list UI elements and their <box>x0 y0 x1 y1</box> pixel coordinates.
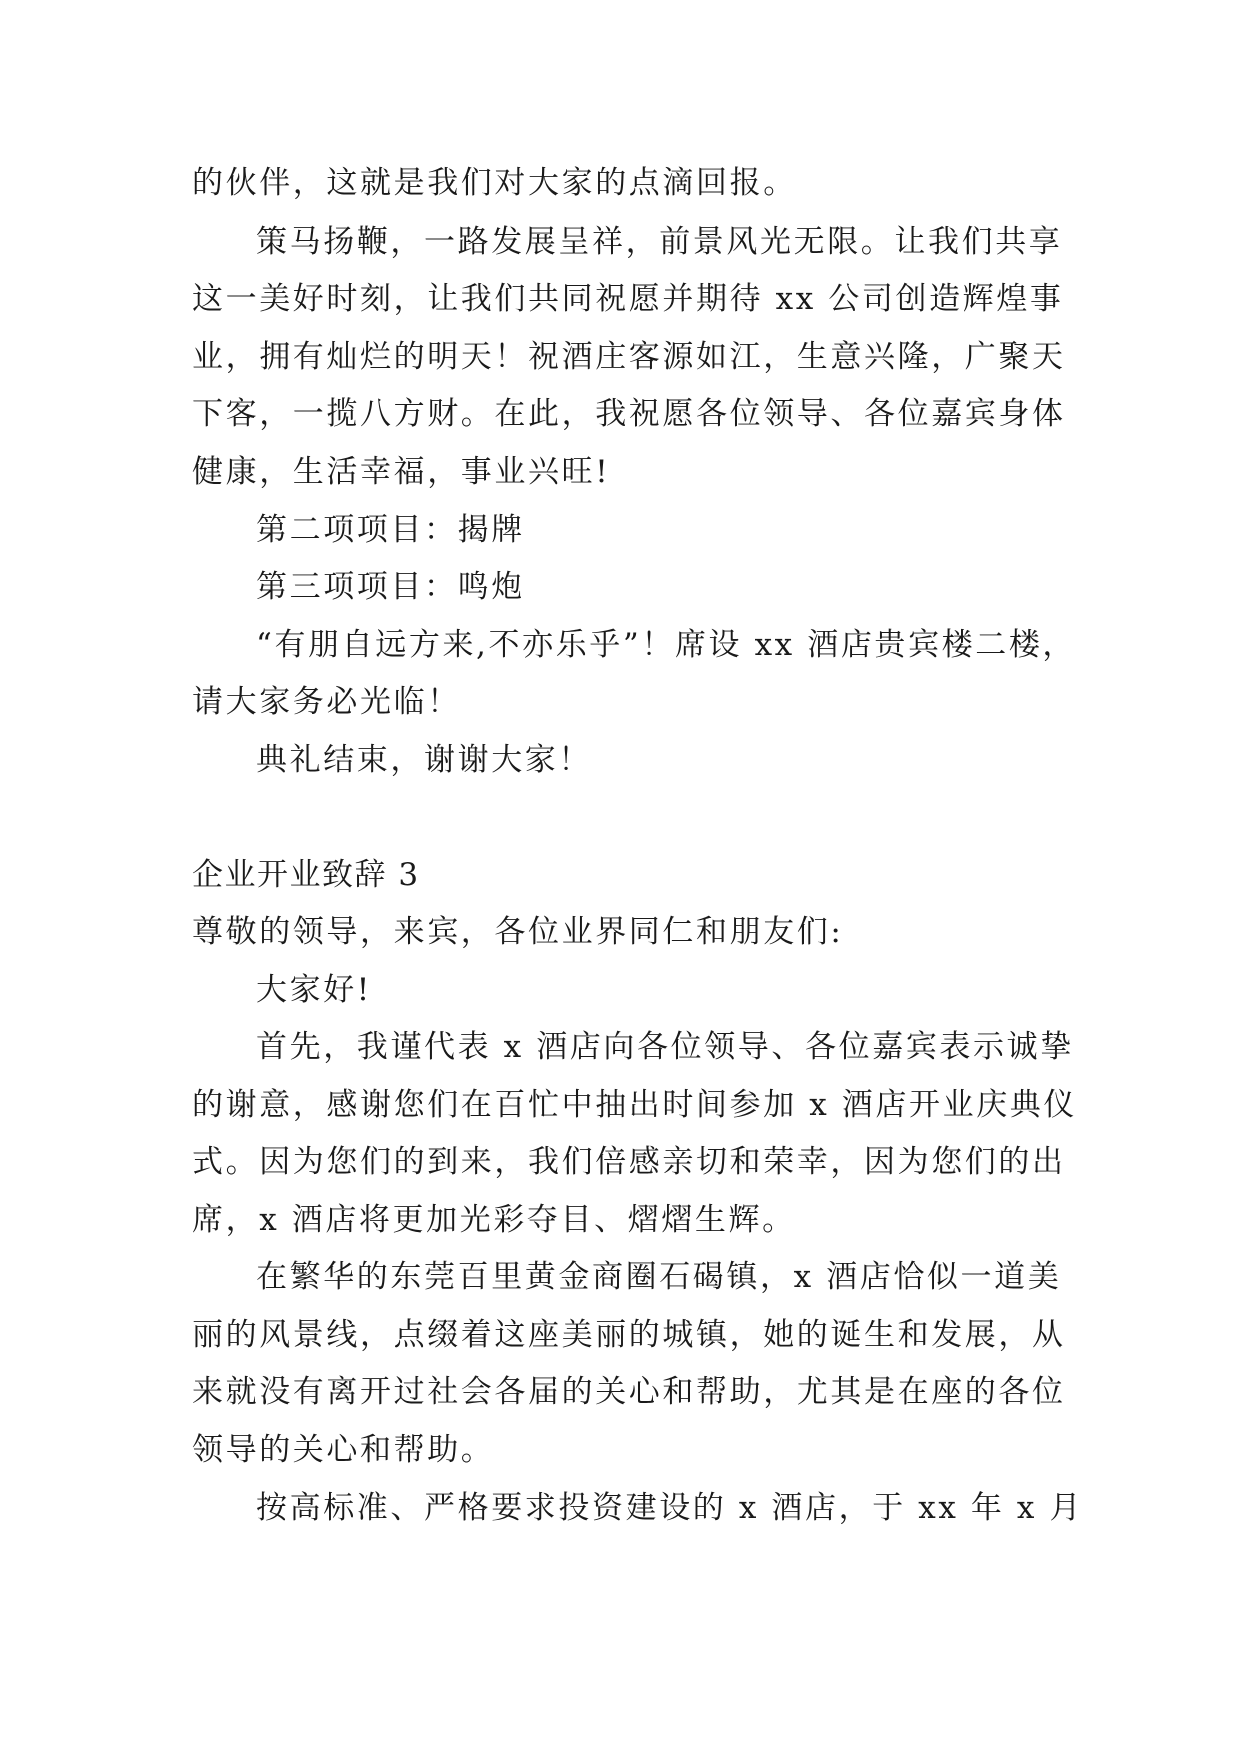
text-line: 式。因为您们的到来，我们倍感亲切和荣幸，因为您们的出 <box>192 1144 1066 1180</box>
section-heading: 企业开业致辞 3 <box>192 857 420 893</box>
text-line: 来就没有离开过社会各届的关心和帮助，尤其是在座的各位 <box>192 1374 1066 1410</box>
greeting: 大家好! <box>256 972 372 1008</box>
text-line: “有朋自远方来,不亦乐乎”！席设 xx 酒店贵宾楼二楼， <box>256 627 1077 663</box>
text-line: 请大家务必光临！ <box>192 684 461 720</box>
text-line: 的伙伴，这就是我们对大家的点滴回报。 <box>192 165 797 201</box>
text-line: 丽的风景线，点缀着这座美丽的城镇，她的诞生和发展，从 <box>192 1317 1066 1353</box>
text-line: 席，x 酒店将更加光彩夺目、熠熠生辉。 <box>192 1202 796 1238</box>
text-line: 的谢意，感谢您们在百忙中抽出时间参加 x 酒店开业庆典仪 <box>192 1087 1077 1123</box>
text-line: 第三项项目：鸣炮 <box>256 569 525 605</box>
text-line: 第二项项目：揭牌 <box>256 512 525 548</box>
text-line: 在繁华的东莞百里黄金商圈石碣镇，x 酒店恰似一道美 <box>256 1259 1062 1295</box>
text-line: 下客，一揽八方财。在此，我祝愿各位领导、各位嘉宾身体 <box>192 396 1066 432</box>
text-line: 健康，生活幸福，事业兴旺! <box>192 454 611 490</box>
text-line: 领导的关心和帮助。 <box>192 1432 495 1468</box>
text-line: 按高标准、严格要求投资建设的 x 酒店，于 xx 年 x 月 <box>256 1490 1084 1526</box>
salutation: 尊敬的领导，来宾，各位业界同仁和朋友们: <box>192 914 844 950</box>
text-line: 业，拥有灿烂的明天！祝酒庄客源如江，生意兴隆，广聚天 <box>192 339 1066 375</box>
text-line: 策马扬鞭，一路发展呈祥，前景风光无限。让我们共享 <box>256 224 1063 260</box>
text-line: 这一美好时刻，让我们共同祝愿并期待 xx 公司创造辉煌事 <box>192 281 1064 317</box>
text-line: 典礼结束，谢谢大家！ <box>256 742 592 778</box>
text-line: 首先，我谨代表 x 酒店向各位领导、各位嘉宾表示诚挚 <box>256 1029 1074 1065</box>
